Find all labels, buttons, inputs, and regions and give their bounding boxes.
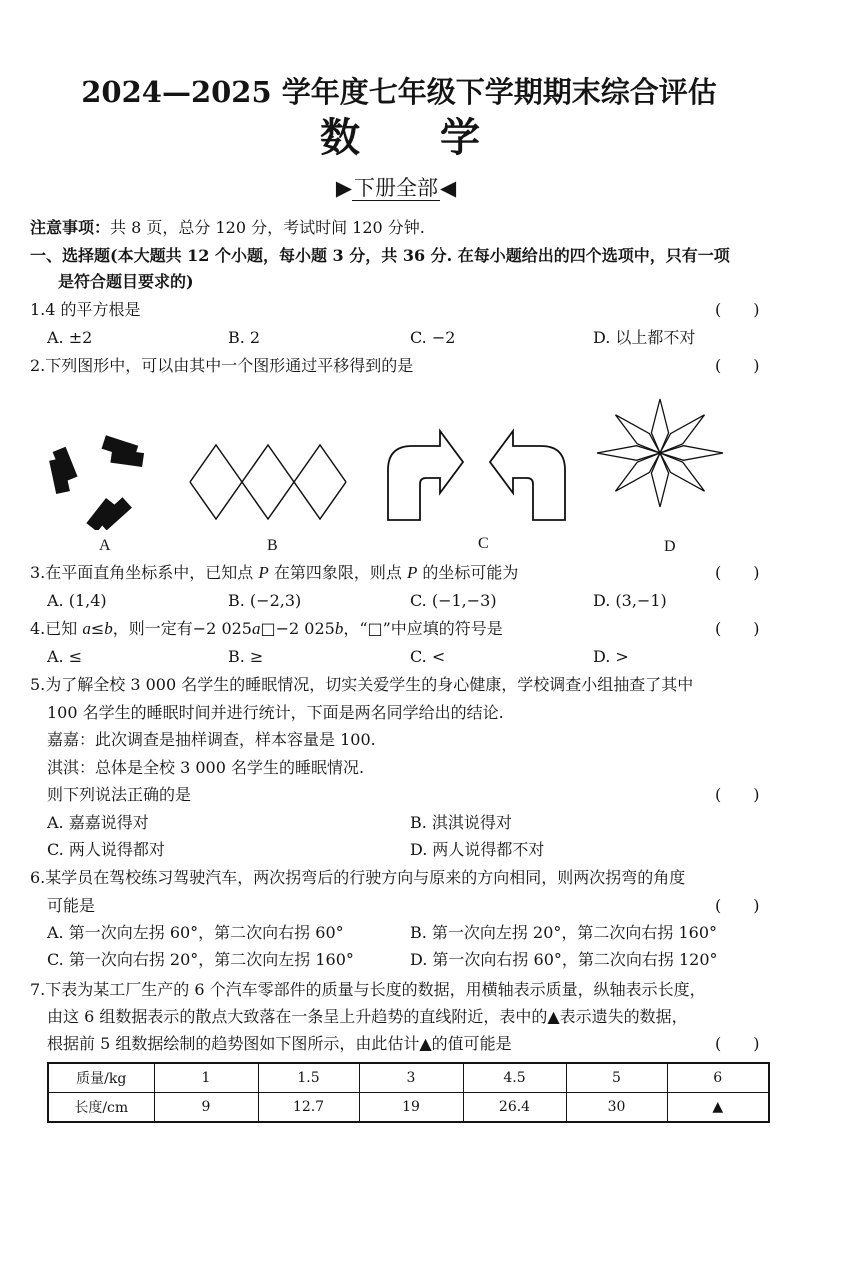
q7-answer-bracket: ( ) — [715, 1034, 760, 1053]
q3-option-b: B. (−2,3) — [228, 591, 302, 610]
figure-c-arrows — [388, 431, 565, 520]
figure-label-a: A — [99, 537, 111, 554]
q5-option-c: C. 两人说得都对 — [47, 840, 165, 859]
figure-b-diamonds — [190, 445, 346, 519]
q3-stem-text: 3.在平面直角坐标系中，已知点 — [30, 563, 259, 582]
q6-stem-line-1: 6.某学员在驾校练习驾驶汽车，两次拐弯后的行驶方向与原来的方向相同，则两次拐弯的角度 — [30, 868, 686, 887]
q3-stem-text: 的坐标可能为 — [417, 563, 519, 582]
q4-stem-text: □−2 025 — [260, 619, 335, 638]
q4-var-b: b — [104, 619, 113, 638]
scope-banner — [0, 174, 792, 202]
q1-option-d: D. 以上都不对 — [593, 328, 696, 347]
scope-marker-left: ▶ — [335, 176, 352, 200]
figure-a-bar — [110, 449, 144, 467]
q3-stem — [30, 562, 518, 584]
table-cell: 5 — [566, 1063, 667, 1093]
q3-option-c: C. (−1,−3) — [410, 591, 497, 610]
q4-var-b: b — [334, 619, 344, 638]
q4-var-a: a — [251, 619, 261, 638]
figure-label-c: C — [478, 535, 489, 552]
q5-option-b: B. 淇淇说得对 — [410, 813, 512, 832]
q6-option-d: D. 第一次向右拐 60°，第二次向右拐 120° — [410, 950, 718, 969]
q3-answer-bracket: ( ) — [715, 563, 760, 582]
q3-option-a: A. (1,4) — [47, 591, 107, 610]
notice-label: 注意事项： — [30, 218, 111, 237]
q6-option-c: C. 第一次向右拐 20°，第二次向左拐 160° — [47, 950, 354, 969]
q3-option-d: D. (3,−1) — [593, 591, 667, 610]
q4-var-a: a — [82, 619, 91, 638]
figure-b-bottom-zigzag — [190, 482, 346, 519]
q5-answer-bracket: ( ) — [715, 785, 760, 804]
q1-option-c: C. −2 — [410, 328, 456, 347]
figure-a-pinwheel — [40, 435, 159, 530]
q6-answer-bracket: ( ) — [715, 896, 760, 915]
q4-option-b: B. ≥ — [228, 647, 264, 666]
q4-stem — [30, 618, 503, 640]
q4-stem-text: 4.已知 — [30, 619, 83, 638]
figure-b-top-zigzag — [190, 445, 346, 482]
q2-stem: 2.下列图形中，可以由其中一个图形通过平移得到的是 — [30, 356, 414, 375]
q4-option-d: D. > — [593, 647, 629, 666]
q1-option-a: A. ±2 — [47, 328, 93, 347]
q5-option-a: A. 嘉嘉说得对 — [47, 813, 149, 832]
q7-stem-line-3: 根据前 5 组数据绘制的趋势图如下图所示，由此估计▲的值可能是 — [47, 1034, 512, 1053]
q4-stem-text: ，则一定有−2 025 — [112, 619, 252, 638]
table-cell: 6 — [667, 1063, 769, 1093]
q5-stem-line-2: 100 名学生的睡眠时间并进行统计，下面是两名同学给出的结论. — [47, 703, 504, 722]
table-cell: 3 — [359, 1063, 463, 1093]
q4-answer-bracket: ( ) — [715, 619, 760, 638]
q1-answer-bracket: ( ) — [715, 300, 760, 319]
q2-answer-bracket: ( ) — [715, 356, 760, 375]
table-cell: 1.5 — [258, 1063, 359, 1093]
table-cell: 26.4 — [463, 1093, 566, 1123]
figure-d-star — [597, 399, 723, 507]
q1-stem: 1.4 的平方根是 — [30, 300, 141, 319]
exam-title: 2024—2025 学年度七年级下学期期末综合评估 — [81, 75, 717, 109]
q4-stem-text: ，“□”中应填的符号是 — [343, 619, 503, 638]
q5-stem-line-1: 5.为了解全校 3 000 名学生的睡眠情况，切实关爱学生的身心健康，学校调查小组抽查了其中 — [30, 675, 694, 694]
q1-option-b: B. 2 — [228, 328, 261, 347]
figure-c-left-turn-arrow — [490, 431, 565, 520]
q3-point-p: P — [258, 563, 269, 582]
table-cell: 19 — [359, 1093, 463, 1123]
table-cell: 9 — [154, 1093, 258, 1123]
q4-stem-text: ≤ — [90, 619, 105, 638]
figure-label-b: B — [267, 537, 278, 554]
table-cell: 1 — [154, 1063, 258, 1093]
q7-stem-line-2: 由这 6 组数据表示的散点大致落在一条呈上升趋势的直线附近，表中的▲表示遗失的数据， — [47, 1007, 688, 1026]
q6-option-b: B. 第一次向左拐 20°，第二次向右拐 160° — [410, 923, 718, 942]
table-row-header: 质量/kg — [48, 1063, 154, 1093]
scope-text: 下册全部 — [354, 176, 438, 200]
notice-text: 共 8 页，总分 120 分，考试时间 120 分钟. — [110, 218, 425, 237]
q3-point-p: P — [406, 563, 418, 582]
notice-line — [30, 217, 425, 239]
section-heading-line-1: 一、选择题(本大题共 12 个小题，每小题 3 分，共 36 分. 在每小题给出的四个选项中，只有一项 — [30, 246, 730, 265]
q5-option-d: D. 两人说得都不对 — [410, 840, 545, 859]
q5-statement-jiajia: 嘉嘉：此次调查是抽样调查，样本容量是 100. — [47, 730, 376, 749]
figure-label-d: D — [664, 538, 676, 555]
q6-option-a: A. 第一次向左拐 60°，第二次向右拐 60° — [47, 923, 344, 942]
table-cell: 4.5 — [463, 1063, 566, 1093]
table-row-length — [48, 1093, 769, 1123]
subject-title: 数 学 — [320, 114, 480, 161]
missing-value-triangle: ▲ — [667, 1093, 769, 1123]
q5-statement-qiqi: 淇淇：总体是全校 3 000 名学生的睡眠情况. — [47, 758, 365, 777]
q2-figures — [40, 390, 760, 530]
table-row-mass — [48, 1063, 769, 1093]
q4-option-c: C. < — [410, 647, 446, 666]
figure-c-right-turn-arrow — [388, 431, 463, 520]
table-cell: 30 — [566, 1093, 667, 1123]
q3-stem-text: 在第四象限，则点 — [268, 563, 407, 582]
section-heading-line-2: 是符合题目要求的) — [58, 272, 194, 291]
table-row-header: 长度/cm — [48, 1093, 154, 1123]
q7-stem-line-1: 7.下表为某工厂生产的 6 个汽车零部件的质量与长度的数据，用横轴表示质量，纵轴表示长度， — [30, 980, 706, 999]
q4-option-a: A. ≤ — [47, 647, 83, 666]
table-cell: 12.7 — [258, 1093, 359, 1123]
scope-marker-right: ◀ — [440, 176, 457, 200]
q7-data-table — [47, 1062, 770, 1123]
q5-question: 则下列说法正确的是 — [47, 785, 192, 804]
figure-a-arm — [76, 438, 159, 530]
q6-stem-line-2: 可能是 — [47, 896, 96, 915]
